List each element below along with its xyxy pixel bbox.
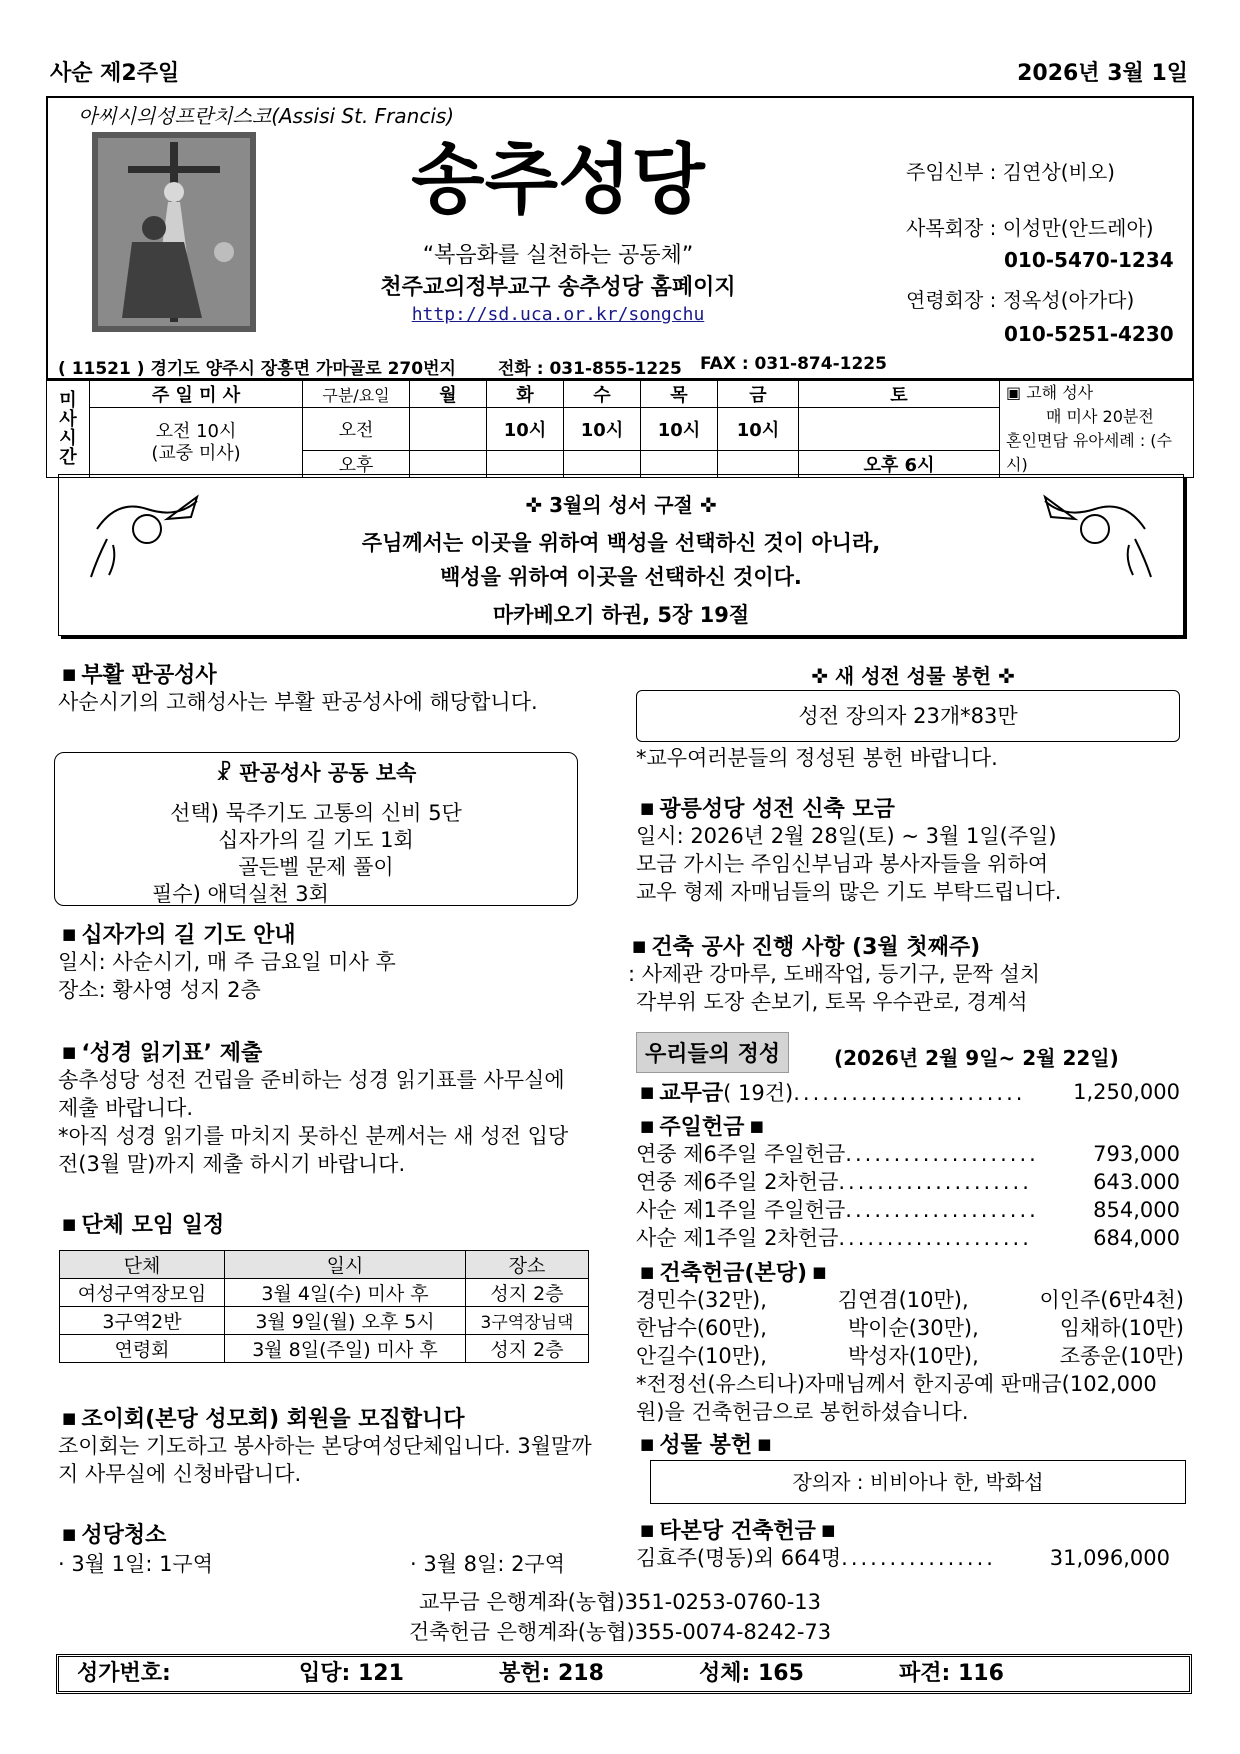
confession-heading: ■ 부활 판공성사 (62, 658, 217, 689)
cleaning-b: · 3월 8일: 2구역 (410, 1552, 566, 1576)
cleaning-heading: ■ 성당청소 (62, 1518, 166, 1549)
pastor: 주임신부 : 김연상(비오) (906, 160, 1115, 184)
am-fri: 10시 (718, 408, 799, 451)
mass-schedule (46, 380, 1194, 478)
bible-heading: ■ ‘성경 읽기표’ 제출 (62, 1036, 262, 1067)
offer-heading: ✜ 새 성전 성물 봉헌 ✜ (811, 664, 1015, 688)
joi-heading: ■ 조이회(본당 성모회) 회원을 모집합니다 (62, 1402, 465, 1433)
type-day-label: 구분/요일 (303, 381, 410, 408)
sunday-offering-heading: ■ 주일헌금 ■ (640, 1110, 764, 1141)
joi-text: 조이회는 기도하고 봉사하는 본당여성단체입니다. 3월말까지 사무실에 신청바랍니다. (58, 1434, 592, 1486)
building-fund-heading: ■ 건축헌금(본당) ■ (640, 1256, 826, 1287)
col-group: 단체 (60, 1251, 225, 1279)
verse-reference: 마카베오기 하권, 5장 19절 (492, 603, 750, 627)
penance-title: ☧ 판공성사 공동 보속 (215, 761, 417, 785)
flower-icon: ✜ (991, 664, 1015, 688)
hymn-entrance: 입당: 121 (299, 1661, 404, 1686)
offerings-period: (2026년 2월 9일~ 2월 22일) (834, 1046, 1119, 1070)
stations-when: 일시: 사순시기, 매 주 금요일 미사 후 (58, 950, 396, 974)
sunday-offering-list (636, 1140, 1180, 1252)
verse-box (58, 474, 1184, 636)
offer-note: *교우여러분들의 정성된 봉헌 바랍니다. (636, 746, 998, 770)
pm-sat: 오후 6시 (799, 451, 1000, 478)
day-tue: 화 (487, 381, 564, 408)
gwangneung-line: 모금 가시는 주임신부님과 봉사자들을 위하여 (636, 852, 1049, 876)
gwangneung-line: 일시: 2026년 2월 28일(토) ~ 3월 1일(주일) (636, 824, 1057, 848)
homepage-label: 천주교의정부교구 송추성당 홈페이지 (380, 275, 736, 300)
liturgical-day: 사순 제2주일 (50, 61, 180, 86)
stations-where: 장소: 황사영 성지 2층 (58, 978, 261, 1002)
chi-rho-icon: ☧ (215, 761, 240, 785)
am-tue: 10시 (487, 408, 564, 451)
construction-line: : 사제관 강마루, 도배작업, 등기구, 문짝 설치 (628, 962, 1041, 986)
am-label: 오전 (303, 408, 410, 451)
stations-heading: ■ 십자가의 길 기도 안내 (62, 918, 296, 949)
sunday-mass-time: 오전 10시 (교중 미사) (90, 408, 303, 478)
parish-address: ( 11521 ) 경기도 양주시 장흥면 가마골로 270번지 (58, 359, 456, 379)
verse-line-2: 백성을 위하여 이곳을 선택하신 것이다. (440, 565, 802, 589)
saint-painting (92, 132, 256, 332)
penance-box (54, 752, 578, 906)
council-phone: 010-5470-1234 (1004, 248, 1174, 272)
offerings-label: 우리들의 정성 (636, 1032, 789, 1073)
parish-fax: FAX : 031-874-1225 (700, 354, 887, 374)
am-sat (799, 408, 1000, 451)
col-place: 장소 (466, 1251, 589, 1279)
am-thu: 10시 (641, 408, 718, 451)
header-box (46, 96, 1194, 380)
list-item: 안길수(10만), 박성자(10만), 조종운(10만) (636, 1344, 1184, 1368)
offer-box: 성전 장의자 23개*83만 (636, 690, 1180, 742)
table-row: 여성구역장모임 3월 4일(수) 미사 후 성지 2층 (60, 1279, 589, 1307)
day-wed: 수 (564, 381, 641, 408)
list-item: 사순 제1주일 2차헌금.................... 684,000 (636, 1226, 1180, 1250)
cleaning-a: · 3월 1일: 1구역 (58, 1552, 214, 1576)
day-mon: 월 (410, 381, 487, 408)
bible-note: *아직 성경 읽기를 마치지 못하신 분께서는 새 성전 입당 전(3월 말)까지 제출 하시기 바랍니다. (58, 1124, 569, 1176)
day-thu: 목 (641, 381, 718, 408)
table-row: 3구역2반 3월 9일(월) 오후 5시 3구역장님댁 (60, 1307, 589, 1335)
gwangneung-line: 교우 형제 자매님들의 많은 기도 부탁드립니다. (636, 880, 1062, 904)
verse-line-1: 주님께서는 이곳을 위하여 백성을 선택하신 것이 아니라, (361, 531, 881, 555)
parish-phone: 전화 : 031-855-1225 (498, 359, 682, 379)
hymn-numbers (56, 1654, 1192, 1694)
list-item: 사순 제1주일 주일헌금.................... 854,000 (636, 1198, 1180, 1222)
bulletin-date: 2026년 3월 1일 (1017, 61, 1188, 86)
homepage-link[interactable]: http://sd.uca.or.kr/songchu (411, 304, 705, 325)
flower-icon: ✜ (692, 493, 717, 517)
bank-account-dues: 교무금 은행계좌(농협)351-0253-0760-13 (418, 1590, 822, 1614)
pm-label: 오후 (303, 451, 410, 478)
hymn-communion: 성체: 165 (699, 1661, 804, 1686)
dues-line: ■ 교무금( 19건)........................ 1,250,000 (640, 1078, 1180, 1108)
sunday-mass-head: 주 일 미 사 (90, 381, 303, 408)
flower-icon: ✜ (525, 493, 550, 517)
construction-line: 각부위 도장 손보기, 토목 우수관로, 경계석 (636, 990, 1028, 1014)
confession-text: 사순시기의 고해성사는 부활 판공성사에 해당합니다. (58, 690, 538, 714)
bank-account-building: 건축헌금 은행계좌(농협)355-0074-8242-73 (408, 1620, 832, 1644)
confession-info: ▣ 고해 성사 매 미사 20분전 혼인면담 유아세례 : (수시) (1000, 381, 1194, 478)
hymn-label: 성가번호: (77, 1661, 171, 1686)
groups-heading: ■ 단체 모임 일정 (62, 1208, 224, 1239)
col-date: 일시 (225, 1251, 466, 1279)
sacred-offering-box: 장의자 : 비비아나 한, 박화섭 (650, 1460, 1186, 1504)
sacred-offering-heading: ■ 성물 봉헌 ■ (640, 1428, 771, 1459)
list-item: 연중 제6주일 주일헌금.................... 793,000 (636, 1142, 1180, 1166)
am-wed: 10시 (564, 408, 641, 451)
hymn-offertory: 봉헌: 218 (499, 1661, 604, 1686)
day-fri: 금 (718, 381, 799, 408)
verse-title: ✜ 3월의 성서 구절 ✜ (525, 493, 717, 517)
parish-motto: “복음화를 실천하는 공동체” (422, 243, 694, 268)
other-parish-line: 김효주(명동)외 664명................ 31,096,000 (636, 1546, 1170, 1570)
penance-item: 골든벨 문제 풀이 (238, 855, 394, 879)
elder-phone: 010-5251-4230 (1004, 322, 1174, 346)
am-mon (410, 408, 487, 451)
penance-item: 필수) 애덕실천 3회 (152, 882, 329, 906)
gwangneung-heading: ■ 광릉성당 성전 신축 모금 (640, 792, 895, 823)
list-item: 연중 제6주일 2차헌금.................... 643.000 (636, 1170, 1180, 1194)
day-sat: 토 (799, 381, 1000, 408)
table-row: 연령회 3월 8일(주일) 미사 후 성지 2층 (60, 1335, 589, 1363)
penance-item: 십자가의 길 기도 1회 (218, 828, 414, 852)
construction-heading: ■ 건축 공사 진행 사항 (3월 첫째주) (632, 930, 980, 961)
building-fund-list (636, 1286, 1184, 1370)
council-president: 사목회장 : 이성만(안드레아) (906, 216, 1154, 240)
penance-item: 선택) 묵주기도 고통의 신비 5단 (170, 801, 462, 825)
parish-title: 송추성당 (411, 135, 705, 224)
other-parish-heading: ■ 타본당 건축헌금 ■ (640, 1514, 835, 1545)
flower-icon: ✜ (811, 664, 835, 688)
building-fund-note: *전정선(유스티나)자매님께서 한지공예 판매금(102,000원)을 건축헌금으로 봉헌하셨습니다. (636, 1372, 1157, 1424)
mass-side-label: 미 사 시 간 (47, 381, 90, 478)
groups-table (59, 1250, 589, 1363)
list-item: 경민수(32만), 김연겸(10만), 이인주(6만4천) (636, 1288, 1184, 1312)
elder-president: 연령회장 : 정옥성(아가다) (906, 288, 1135, 312)
patron-saint: 아씨시의성프란치스코(Assisi St. Francis) (78, 104, 455, 128)
bible-text: 송추성당 성전 건립을 준비하는 성경 읽기표를 사무실에 제출 바랍니다. (58, 1068, 565, 1120)
hymn-dismissal: 파견: 116 (899, 1661, 1004, 1686)
list-item: 한남수(60만), 박이순(30만), 임채하(10만) (636, 1316, 1184, 1340)
